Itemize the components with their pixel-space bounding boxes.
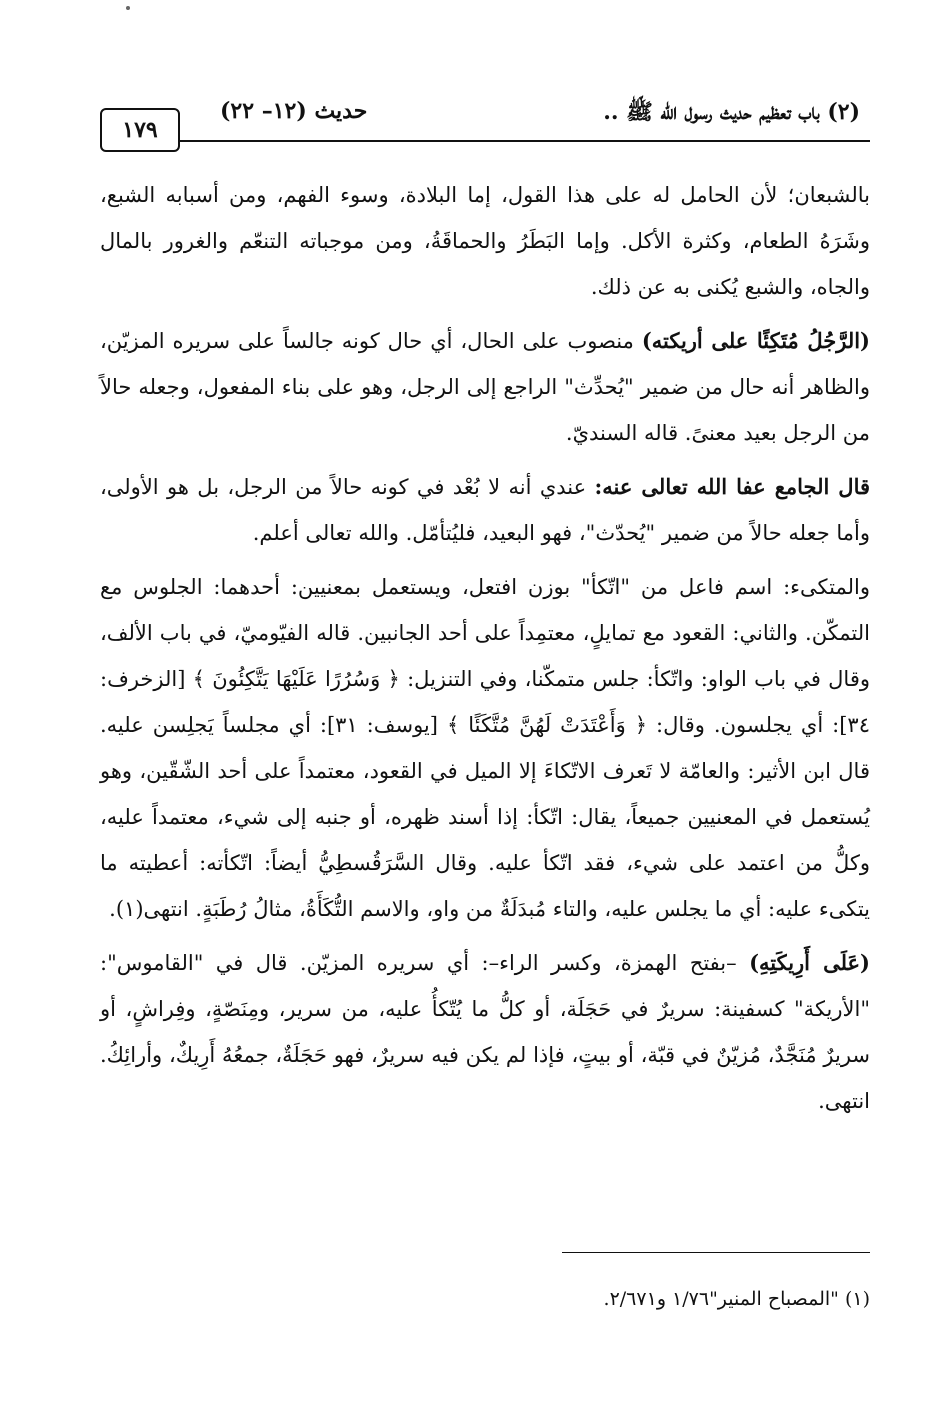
- scan-speck: [126, 6, 130, 10]
- hadith-range: حديث (١٢– ٢٢): [220, 98, 368, 124]
- header-rule: [100, 140, 870, 142]
- bold-lead: (عَلَى أَرِيكَتِهِ): [749, 950, 870, 975]
- paragraph: [100, 940, 870, 1124]
- paragraph: [100, 318, 870, 456]
- footnote-separator: [562, 1252, 870, 1253]
- paragraph-text: عندي أنه لا بُعْد في كونه حالاً من الرجل، بل هو الأولى، وأما جعله حالاً من ضمير "يُحدّث"، فهو البعيد، فليُتأمّل. والله تعالى أعلم.: [100, 475, 870, 545]
- body-text: [100, 172, 870, 1132]
- paragraph-text: بالشبعان؛ لأن الحامل له على هذا القول، إما البلادة، وسوء الفهم، ومن أسبابه الشبع، وشَرَهُ الطعام، وكثرة الأكل. وإما البَطَرُ والحماقَةُ، ومن موجباته التنعّم والغرور بالمال والجاه، والشبع يُكنى به عن ذلك.: [100, 183, 870, 299]
- bold-lead: (الرَّجُلُ مُتَكِئًا على أريكته): [641, 328, 870, 353]
- paragraph: [100, 172, 870, 310]
- page-number: ١٧٩: [122, 117, 158, 143]
- footnote: (١) "المصباح المنير"١/٧٦ و٢/٦٧١.: [603, 1288, 870, 1310]
- paragraph-text: منصوب على الحال، أي حال كونه جالساً على سريره المزيّن، والظاهر أنه حال من ضمير "يُحدِّث" الراجع إلى الرجل، وهو على بناء المفعول، وجعله حالاً من الرجل بعيد معنىً. قاله السنديّ.: [100, 329, 870, 445]
- paragraph-text: –بفتح الهمزة، وكسر الراء–: أي سريره المزيّن. قال في "القاموس": "الأريكة" كسفينة: سريرٌ في حَجَلَة، أو كلُّ ما يُتّكأُ عليه، من سرير، ومِنَصّةٍ، وفِراشٍ، أو سريرٌ مُنَجَّدٌ، مُزيّنٌ في قبّة، أو بيتٍ، فإذا لم يكن فيه سريرٌ، فهو حَجَلَةٌ، جمعُهُ أَرِيكٌ، وأرائِكُ. انتهى.: [100, 951, 870, 1113]
- paragraph: [100, 564, 870, 932]
- paragraph-text: والمتكىء: اسم فاعل من "اتّكأ" بوزن افتعل، ويستعمل بمعنيين: أحدهما: الجلوس مع التمكّن. والثاني: القعود مع تمايلٍ، معتمِداً على أحد الجانبين. قاله الفيّوميّ، في باب الألف، وقال في باب الواو: واتّكأ: جلس متمكّنا، وفي التنزيل: ﴿ وَسُرُرًا عَلَيْهَا يَتَّكِئُونَ ﴾ [الزخرف: ٣٤]: أي يجلسون. وقال: ﴿ وَأَعْتَدَتْ لَهُنَّ مُتَّكَئًا ﴾ [يوسف: ٣١]: أي مجلساً يَجلِسن عليه. قال ابن الأثير: والعامّة لا تَعرف الاتّكاءَ إلا الميل في القعود، معتمداً على أحد الشّقّين، وهو يُستعمل في المعنيين جميعاً، يقال: اتّكأ: إذا أسند ظهره، أو جنبه إلى شيء، معتمداً عليه، وكلُّ من اعتمد على شيء، فقد اتّكأ عليه. وقال السَّرَقُسطِيُّ أيضاً: اتّكأته: أعطيته ما يتكىء عليه: أي ما يجلس عليه، والتاء مُبدَلَةٌ من واو، والاسم التُّكَأَةُ، مثالُ رُطَبَةٍ. انتهى(١).: [100, 575, 870, 921]
- bold-lead: قال الجامع عفا الله تعالى عنه:: [594, 474, 871, 499]
- page-header: [100, 88, 870, 148]
- page-number-box: [100, 108, 180, 152]
- chapter-title: (٢) باب تعظيم حديث رسول الله ﷺ ..: [603, 99, 860, 125]
- paragraph: [100, 464, 870, 556]
